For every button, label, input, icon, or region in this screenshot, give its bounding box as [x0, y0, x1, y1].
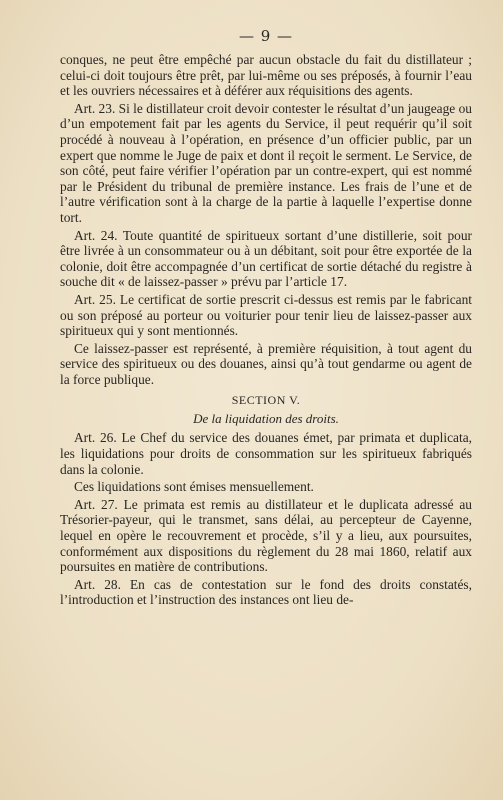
section-title: SECTION V. — [231, 393, 301, 408]
page-number: — 9 — — [238, 27, 294, 45]
paragraph-article-26: Art. 26. Le Chef du service des douanes émet, par primata et duplicata, les liquidations pour droits de consommation sur les spiritueux fabriqués dans la colonie. — [60, 430, 472, 477]
section-subtitle: De la liquidation des droits. — [193, 411, 339, 427]
paragraph-continuation: conques, ne peut être empêché par aucun obstacle du fait du distillateur ; celui-ci doit toujours être prêt, par lui-même ou ses préposés, à fournir l’eau et les ouvriers nécessaires et à déférer aux réquisitions des agents. — [60, 52, 472, 99]
paragraph-article-25: Art. 25. Le certificat de sortie prescrit ci-dessus est remis par le fabricant ou son préposé au porteur ou voiturier pour tenir lieu de laissez-passer aux spiritueux qui y sont mentionnés. — [60, 291, 472, 339]
paragraph-liquidations-monthly: Ces liquidations sont émises mensuellement. — [74, 479, 314, 495]
paragraph-article-23: Art. 23. Si le distillateur croit devoir contester le résultat d’un jaugeage ou d’un empotement fait par les agents du Service, il peut requérir qu’il soit procédé à nouveau à l’opération, en présence d’un officier public, par un expert que nomme le Juge de paix et dont il reçoit le serment. Le Service, de son côté, peut faire vérifier l’opération par un contre-expert, qui est nommé par le Président du tribunal de première instance. Les frais de l’une et de l’autre vérification sont à la charge de la partie à laquelle l’expertise donne tort. — [60, 100, 472, 225]
paragraph-article-27: Art. 27. Le primata est remis au distillateur et le duplicata adressé au Trésorier-payeur, qui le transmet, sans délai, au percepteur de Cayenne, lequel en opère le recouvrement et procède, s’il y a lieu, aux poursuites, conformément aux dispositions du règlement du 28 mai 1860, relatif aux poursuites en matière de contributions. — [60, 496, 472, 575]
paragraph-article-24: Art. 24. Toute quantité de spiritueux sortant d’une distillerie, soit pour être livrée à un consommateur ou à un débitant, soit pour être exportée de la colonie, doit être accompagnée d’un certificat de sortie détaché du registre à souche dit « de laissez-passer » prévu par l’article 17. — [60, 227, 472, 290]
body-text — [60, 52, 472, 608]
paragraph-article-28: Art. 28. En cas de contestation sur le fond des droits constatés, l’introduction et l’instruction des instances ont lieu de- — [60, 576, 472, 608]
paragraph-laissez-passer: Ce laissez-passer est représenté, à première réquisition, à tout agent du service des spiritueux ou des douanes, ainsi qu’à tout gendarme ou agent de la force publique. — [60, 340, 472, 387]
